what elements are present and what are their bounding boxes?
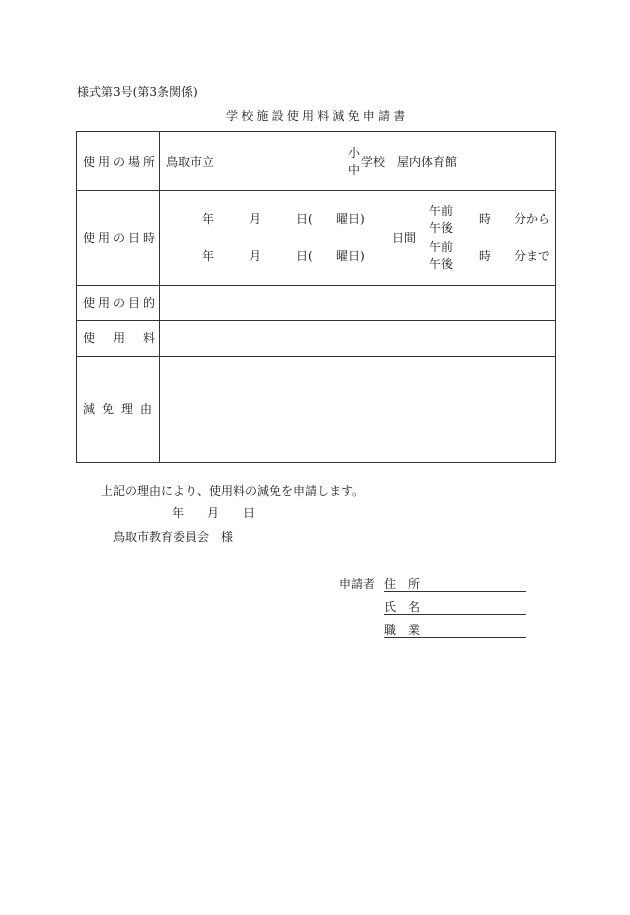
addressee: 鳥取市教育委員会 様 [113, 530, 234, 544]
school-type-elementary: 小 [348, 146, 361, 160]
end-year: 年 [202, 249, 215, 263]
statement: 上記の理由により、使用料の減免を申請します。 [101, 484, 365, 498]
end-until: 分まで [514, 249, 551, 263]
form-title: 学校施設使用料減免申請書 [226, 109, 409, 123]
end-day: 日( [296, 249, 313, 263]
end-pm: 午後 [429, 257, 454, 271]
place-city: 鳥取市立 [166, 155, 215, 169]
start-day: 日( [296, 212, 313, 226]
school-suffix: 学校 [361, 155, 386, 169]
days-count: 日間 [392, 231, 417, 245]
date-month: 月 [207, 506, 220, 520]
purpose-label: 使用の目的 [83, 296, 159, 310]
end-month: 月 [249, 249, 262, 263]
form-number: 様式第3号(第3条関係) [77, 85, 198, 99]
fee-label-3: 料 [143, 331, 156, 345]
datetime-label: 使用の日時 [83, 231, 159, 245]
start-year: 年 [202, 212, 215, 226]
school-type-junior-high: 中 [348, 163, 361, 177]
place-label: 使用の場所 [83, 155, 159, 169]
start-weekday: 曜日) [336, 212, 365, 226]
applicant-label: 申請者 [339, 577, 376, 591]
start-hour: 時 [479, 212, 492, 226]
facility-name: 屋内体育館 [397, 155, 458, 169]
date-day: 日 [243, 506, 256, 520]
end-weekday: 曜日) [336, 249, 365, 263]
fee-label-1: 使 [83, 331, 96, 345]
start-pm: 午後 [429, 221, 454, 235]
reason-label: 減免理由 [83, 402, 160, 416]
applicant-occupation-label: 職 業 [384, 623, 421, 637]
applicant-address-label: 住 所 [384, 577, 421, 591]
applicant-name-label: 氏 名 [384, 600, 421, 614]
date-year: 年 [172, 506, 185, 520]
start-am: 午前 [429, 204, 454, 218]
applicant-occupation-line [384, 637, 526, 638]
applicant-address-line [384, 591, 526, 592]
applicant-name-line [384, 614, 526, 615]
end-hour: 時 [479, 249, 492, 263]
fee-label-2: 用 [113, 331, 126, 345]
start-from: 分から [514, 212, 551, 226]
start-month: 月 [249, 212, 262, 226]
end-am: 午前 [429, 240, 454, 254]
